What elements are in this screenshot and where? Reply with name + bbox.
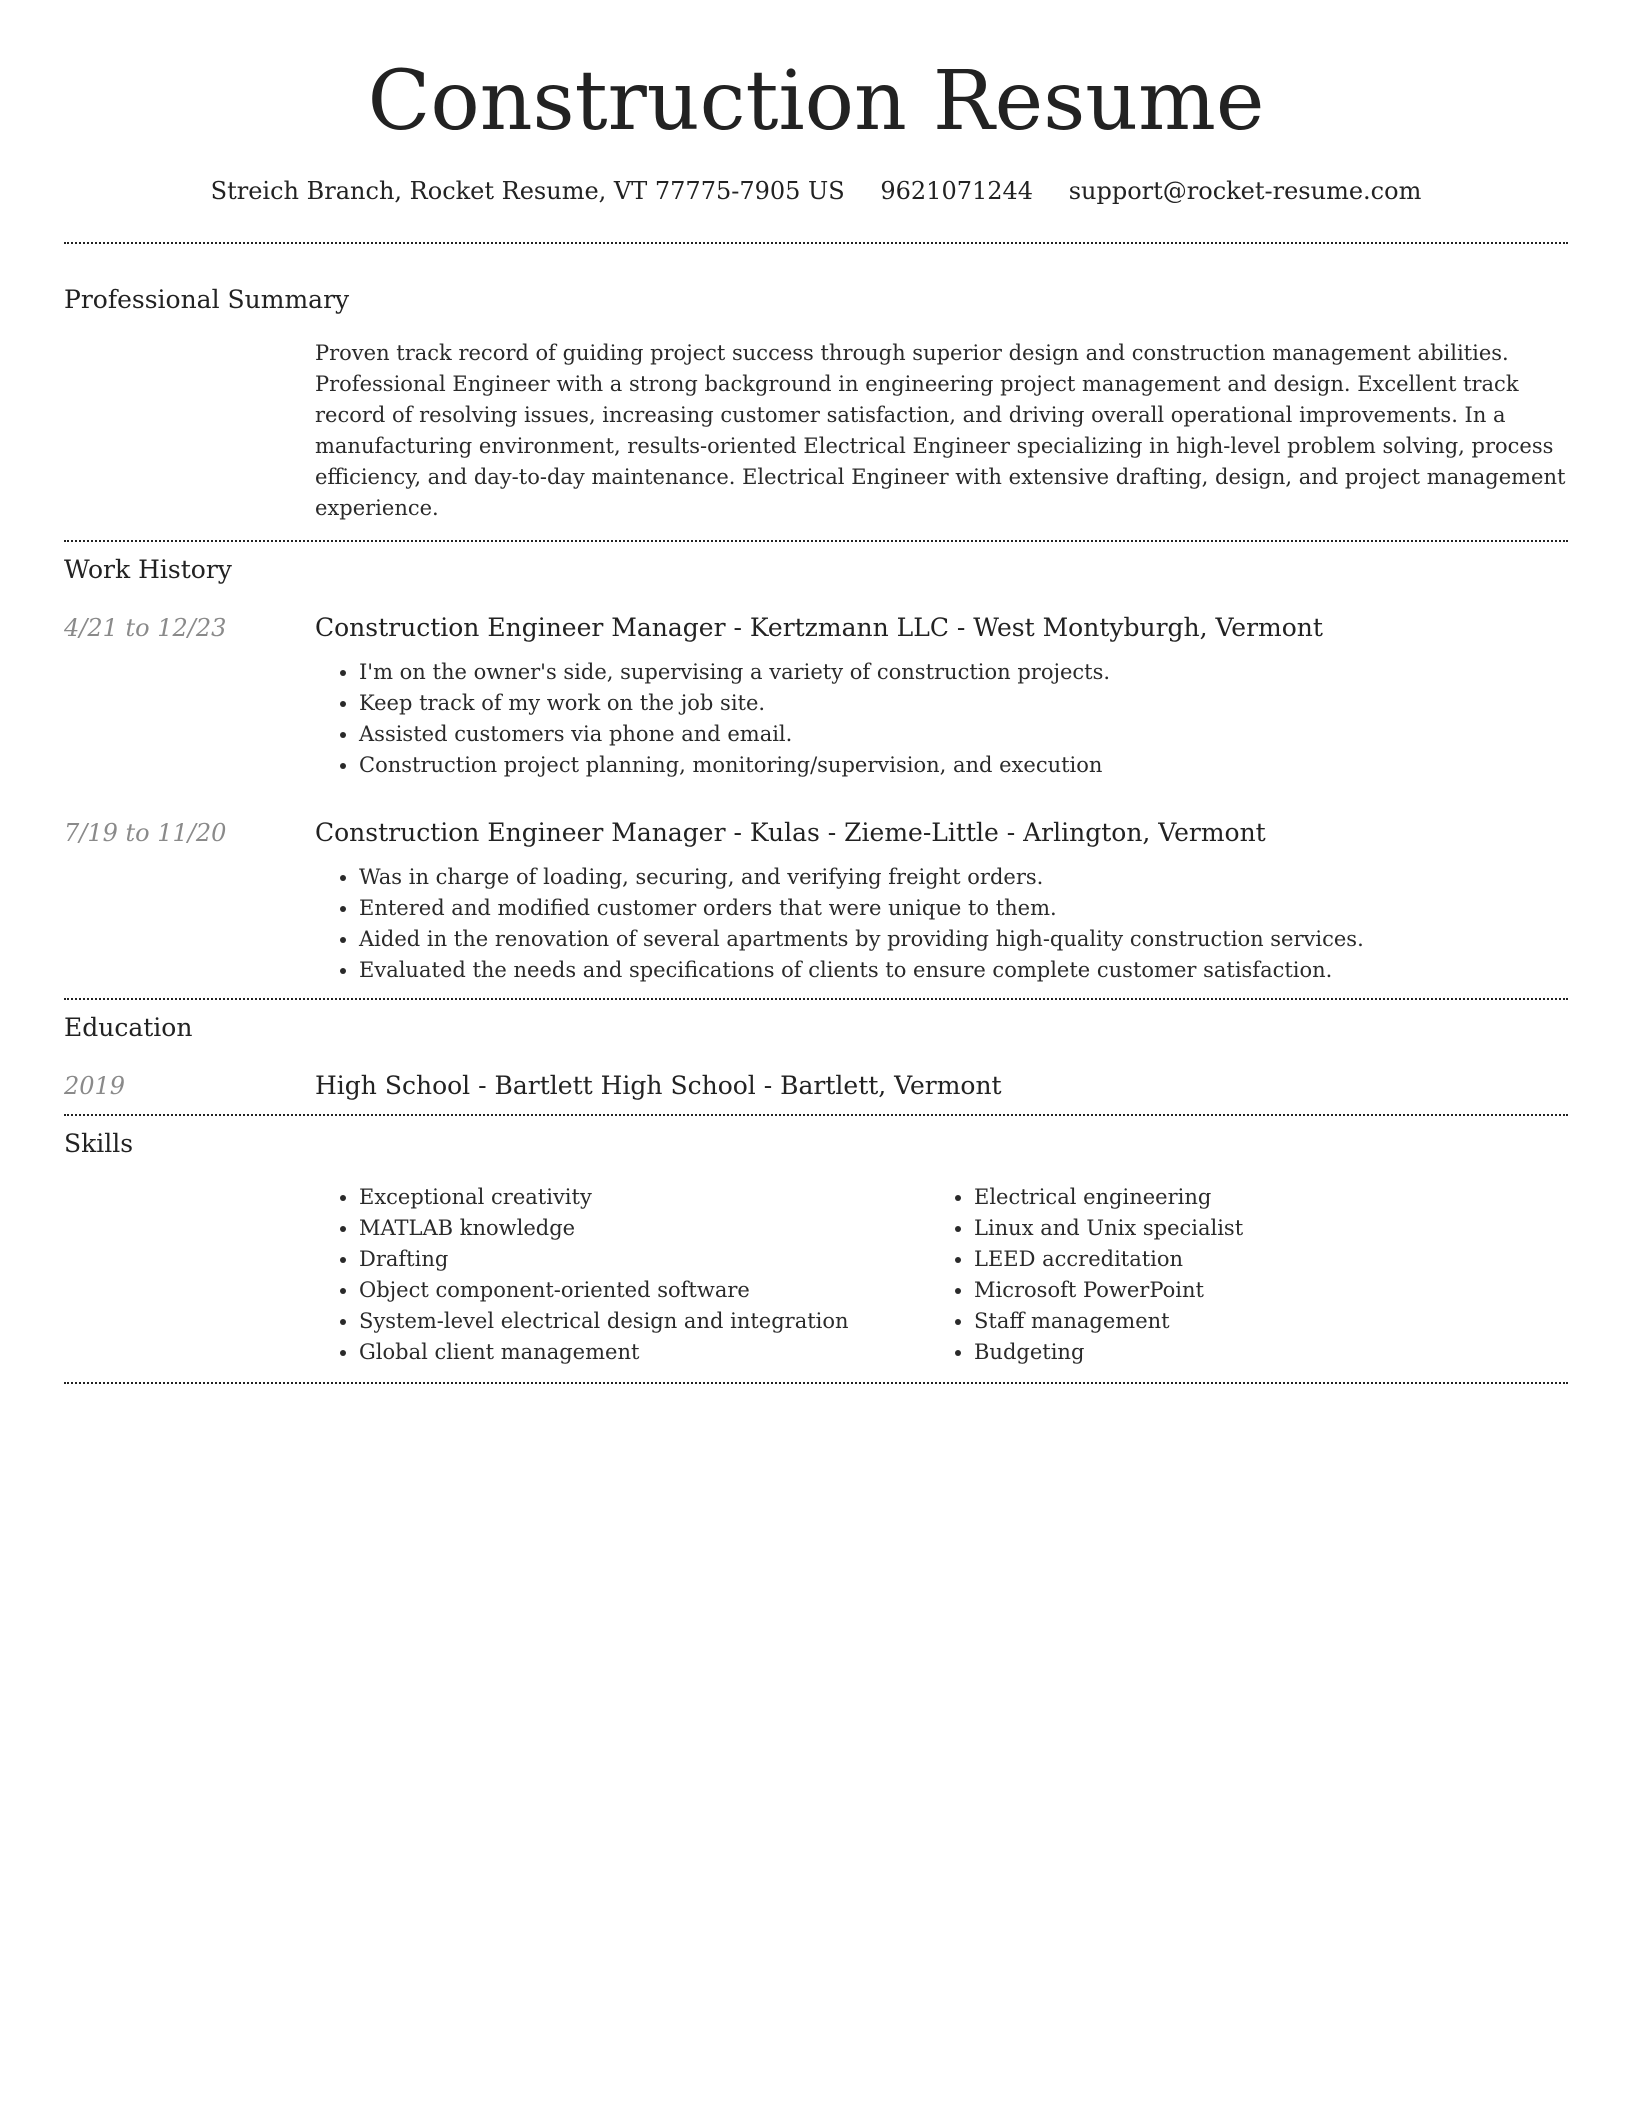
section-title-work: Work History	[64, 555, 232, 584]
section-title-summary: Professional Summary	[64, 285, 350, 314]
skill-item: • MATLAB knowledge	[359, 1213, 930, 1244]
skills-column-right	[930, 1182, 1501, 1368]
divider	[64, 242, 1568, 244]
skill-item: • Global client management	[359, 1337, 930, 1368]
skill-item: • Budgeting	[974, 1337, 1501, 1368]
divider	[64, 1114, 1568, 1116]
job-dates: 7/19 to 11/20	[64, 819, 227, 847]
section-title-education: Education	[64, 1013, 193, 1042]
job-entry	[64, 612, 1568, 781]
contact-email: support@rocket-resume.com	[1068, 177, 1422, 205]
job-bullets	[315, 657, 1568, 781]
section-title-skills: Skills	[64, 1129, 134, 1158]
job-heading: Construction Engineer Manager - Kertzmann LLC - West Montyburgh, Vermont	[315, 613, 1323, 642]
summary-text: Proven track record of guiding project success through superior design and construction management abilities. Professional Engineer with a strong background in engineering project management and design. Excellent track record of resolving issues, increasing customer satisfaction, and driving overall operational improvements. In a manufacturing environment, results-oriented Electrical Engineer specializing in high-level problem solving, process efficiency, and day-to-day maintenance. Electrical Engineer with extensive drafting, design, and project management experience.	[315, 341, 1566, 520]
divider	[64, 540, 1568, 542]
contact-address: Streich Branch, Rocket Resume, VT 77775-7905 US	[210, 177, 845, 205]
job-bullet: • Construction project planning, monitoring/supervision, and execution	[359, 750, 1568, 781]
skill-item: • Object component-oriented software	[359, 1275, 930, 1306]
skill-item: • Microsoft PowerPoint	[974, 1275, 1501, 1306]
skills-section	[64, 1128, 1568, 1368]
job-bullet: • Aided in the renovation of several apartments by providing high-quality construction services.	[359, 924, 1568, 955]
contact-line	[64, 176, 1568, 206]
skill-item: • Electrical engineering	[974, 1182, 1501, 1213]
skill-item: • Staff management	[974, 1306, 1501, 1337]
skill-item: • System-level electrical design and integration	[359, 1306, 930, 1337]
job-bullet: • Assisted customers via phone and email.	[359, 719, 1568, 750]
job-bullet: • I'm on the owner's side, supervising a variety of construction projects.	[359, 657, 1568, 688]
divider	[64, 998, 1568, 1000]
skills-column-left	[315, 1182, 930, 1368]
job-bullet: • Evaluated the needs and specifications of clients to ensure complete customer satisfaction.	[359, 955, 1568, 986]
skill-item: • LEED accreditation	[974, 1244, 1501, 1275]
work-section	[64, 554, 1568, 986]
job-bullet: • Keep track of my work on the job site.	[359, 688, 1568, 719]
job-bullet: • Entered and modified customer orders that were unique to them.	[359, 893, 1568, 924]
education-entry	[64, 1070, 1568, 1102]
divider	[64, 1382, 1568, 1384]
job-bullets	[315, 862, 1568, 986]
skills-grid	[315, 1182, 1568, 1368]
summary-section	[64, 284, 1568, 524]
contact-phone: 9621071244	[880, 177, 1034, 205]
job-bullet: • Was in charge of loading, securing, and verifying freight orders.	[359, 862, 1568, 893]
skill-item: • Exceptional creativity	[359, 1182, 930, 1213]
job-body	[315, 817, 1568, 986]
skill-item: • Drafting	[359, 1244, 930, 1275]
job-heading: Construction Engineer Manager - Kulas - Zieme-Little - Arlington, Vermont	[315, 818, 1266, 847]
skill-item: • Linux and Unix specialist	[974, 1213, 1501, 1244]
education-year: 2019	[64, 1072, 126, 1100]
job-dates: 4/21 to 12/23	[64, 614, 227, 642]
job-entry	[64, 817, 1568, 986]
education-heading: High School - Bartlett High School - Bartlett, Vermont	[315, 1071, 1002, 1100]
resume-name: Construction Resume	[367, 54, 1265, 149]
job-body	[315, 612, 1568, 781]
education-section	[64, 1012, 1568, 1102]
